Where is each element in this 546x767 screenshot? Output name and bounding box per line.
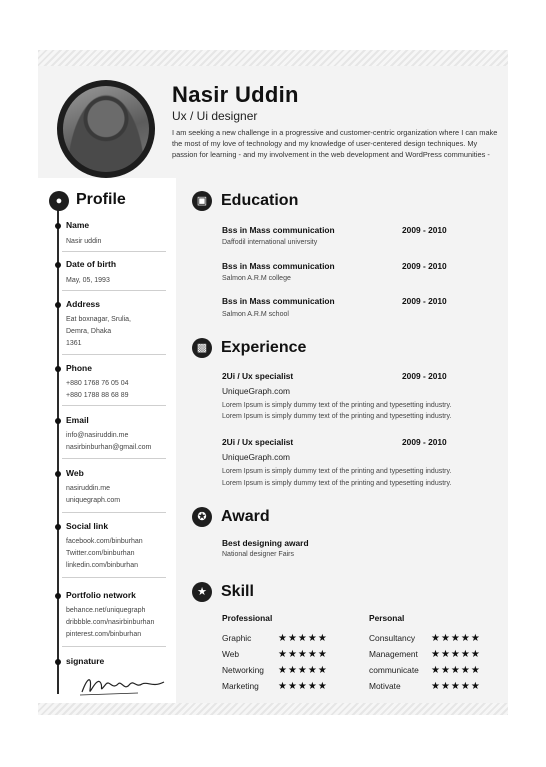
- job-role: Ux / Ui designer: [172, 109, 258, 123]
- experience-company: UniqueGraph.com: [222, 386, 290, 396]
- phone-label: Phone: [66, 363, 92, 373]
- top-pattern-band: [38, 50, 508, 66]
- profile-photo-image: [63, 86, 149, 172]
- skill-rating-stars: ★★★★★: [431, 633, 481, 644]
- skill-rating-stars: ★★★★★: [431, 665, 481, 676]
- skill-rating-stars: ★★★★★: [278, 649, 328, 660]
- social-link[interactable]: Twitter.com/binburhan: [66, 550, 135, 557]
- name-value: Nasir uddin: [66, 238, 102, 245]
- education-school: Salmon A.R.M school: [222, 311, 289, 318]
- dob-label: Date of birth: [66, 259, 117, 269]
- divider: [62, 354, 166, 355]
- briefcase-icon: ▩: [192, 338, 212, 358]
- profile-bullet: [55, 418, 61, 424]
- skill-rating-stars: ★★★★★: [431, 649, 481, 660]
- experience-role: 2Ui / Ux specialist: [222, 437, 294, 447]
- portfolio-link[interactable]: behance.net/uniquegraph: [66, 607, 146, 614]
- profile-photo: [57, 80, 155, 178]
- profile-bullet: [55, 659, 61, 665]
- profile-bullet: [55, 593, 61, 599]
- profile-bullet: [55, 366, 61, 372]
- social-link[interactable]: facebook.com/binburhan: [66, 538, 143, 545]
- medal-icon: ✪: [192, 507, 212, 527]
- award-issuer: National designer Fairs: [222, 551, 294, 558]
- portfolio-label: Portfolio network: [66, 590, 136, 600]
- book-icon: ▣: [192, 191, 212, 211]
- signature-image: [78, 672, 168, 698]
- web-link[interactable]: nasiruddin.me: [66, 485, 110, 492]
- social-label: Social link: [66, 521, 109, 531]
- profile-bullet: [55, 223, 61, 229]
- name-label: Name: [66, 220, 90, 230]
- address-label: Address: [66, 299, 101, 309]
- experience-title: Experience: [221, 339, 307, 356]
- skill-rating-stars: ★★★★★: [431, 681, 481, 692]
- address-line: 1361: [66, 340, 82, 347]
- skill-name: Marketing: [222, 681, 259, 691]
- divider: [62, 512, 166, 513]
- education-school: Salmon A.R.M college: [222, 275, 291, 282]
- portfolio-link[interactable]: pinterest.com/binburhan: [66, 631, 142, 638]
- star-icon: ★: [192, 582, 212, 602]
- experience-description: Lorem Ipsum is simply dummy text of the printing and typesetting industry.: [222, 480, 452, 487]
- address-line: Eat boxnagar, Srulia,: [66, 316, 131, 323]
- web-label: Web: [66, 468, 84, 478]
- profile-bullet: [55, 262, 61, 268]
- skill-name: Motivate: [369, 681, 401, 691]
- divider: [62, 405, 166, 406]
- education-degree: Bss in Mass communication: [222, 296, 335, 306]
- education-school: Daffodil international university: [222, 239, 318, 246]
- divider: [62, 251, 166, 252]
- social-link[interactable]: linkedin.com/binburhan: [66, 562, 138, 569]
- timeline-line: [57, 204, 59, 694]
- address-line: Demra, Dhaka: [66, 328, 112, 335]
- experience-description: Lorem Ipsum is simply dummy text of the printing and typesetting industry.: [222, 402, 452, 409]
- skill-name: Networking: [222, 665, 264, 675]
- profile-title: Profile: [76, 191, 126, 208]
- education-date: 2009 - 2010: [402, 225, 447, 235]
- education-degree: Bss in Mass communication: [222, 261, 335, 271]
- experience-description: Lorem Ipsum is simply dummy text of the printing and typesetting industry.: [222, 413, 452, 420]
- skill-rating-stars: ★★★★★: [278, 681, 328, 692]
- web-link[interactable]: uniquegraph.com: [66, 497, 121, 504]
- education-date: 2009 - 2010: [402, 296, 447, 306]
- divider: [62, 577, 166, 578]
- email-line[interactable]: info@nasiruddin.me: [66, 432, 129, 439]
- dob-value: May, 05, 1993: [66, 277, 110, 284]
- experience-role: 2Ui / Ux specialist: [222, 371, 294, 381]
- phone-line: +880 1788 88 68 89: [66, 392, 129, 399]
- divider: [62, 646, 166, 647]
- experience-date: 2009 - 2010: [402, 371, 447, 381]
- profile-bullet: [55, 302, 61, 308]
- skill-name: Graphic: [222, 633, 252, 643]
- divider: [62, 290, 166, 291]
- profile-bullet: [55, 524, 61, 530]
- personal-label: Personal: [369, 613, 405, 623]
- skill-title: Skill: [221, 583, 254, 600]
- professional-label: Professional: [222, 613, 273, 623]
- skill-name: Consultancy: [369, 633, 416, 643]
- phone-line: +880 1768 76 05 04: [66, 380, 129, 387]
- email-label: Email: [66, 415, 89, 425]
- skill-name: Web: [222, 649, 240, 659]
- experience-description: Lorem Ipsum is simply dummy text of the printing and typesetting industry.: [222, 468, 452, 475]
- bottom-pattern-band: [38, 703, 508, 715]
- education-date: 2009 - 2010: [402, 261, 447, 271]
- award-name: Best designing award: [222, 538, 309, 548]
- divider: [62, 458, 166, 459]
- summary-text: I am seeking a new challenge in a progressive and customer-centric organization where I can make the most of my love of technology and my knowledge of user-centered design techniques. My passion for learning - and my involvement in the web development and WordPress communities -: [172, 128, 498, 160]
- education-degree: Bss in Mass communication: [222, 225, 335, 235]
- award-title: Award: [221, 508, 270, 525]
- skill-name: Management: [369, 649, 418, 659]
- skill-rating-stars: ★★★★★: [278, 633, 328, 644]
- skill-name: communicate: [369, 665, 419, 675]
- portfolio-link[interactable]: dribbble.com/nasirbinburhan: [66, 619, 155, 626]
- experience-company: UniqueGraph.com: [222, 452, 290, 462]
- skill-rating-stars: ★★★★★: [278, 665, 328, 676]
- person-icon: ●: [49, 191, 69, 211]
- email-line[interactable]: nasirbinburhan@gmail.com: [66, 444, 152, 451]
- experience-date: 2009 - 2010: [402, 437, 447, 447]
- education-title: Education: [221, 192, 299, 209]
- signature-label: signature: [66, 656, 105, 666]
- profile-bullet: [55, 471, 61, 477]
- person-name: Nasir Uddin: [172, 82, 299, 107]
